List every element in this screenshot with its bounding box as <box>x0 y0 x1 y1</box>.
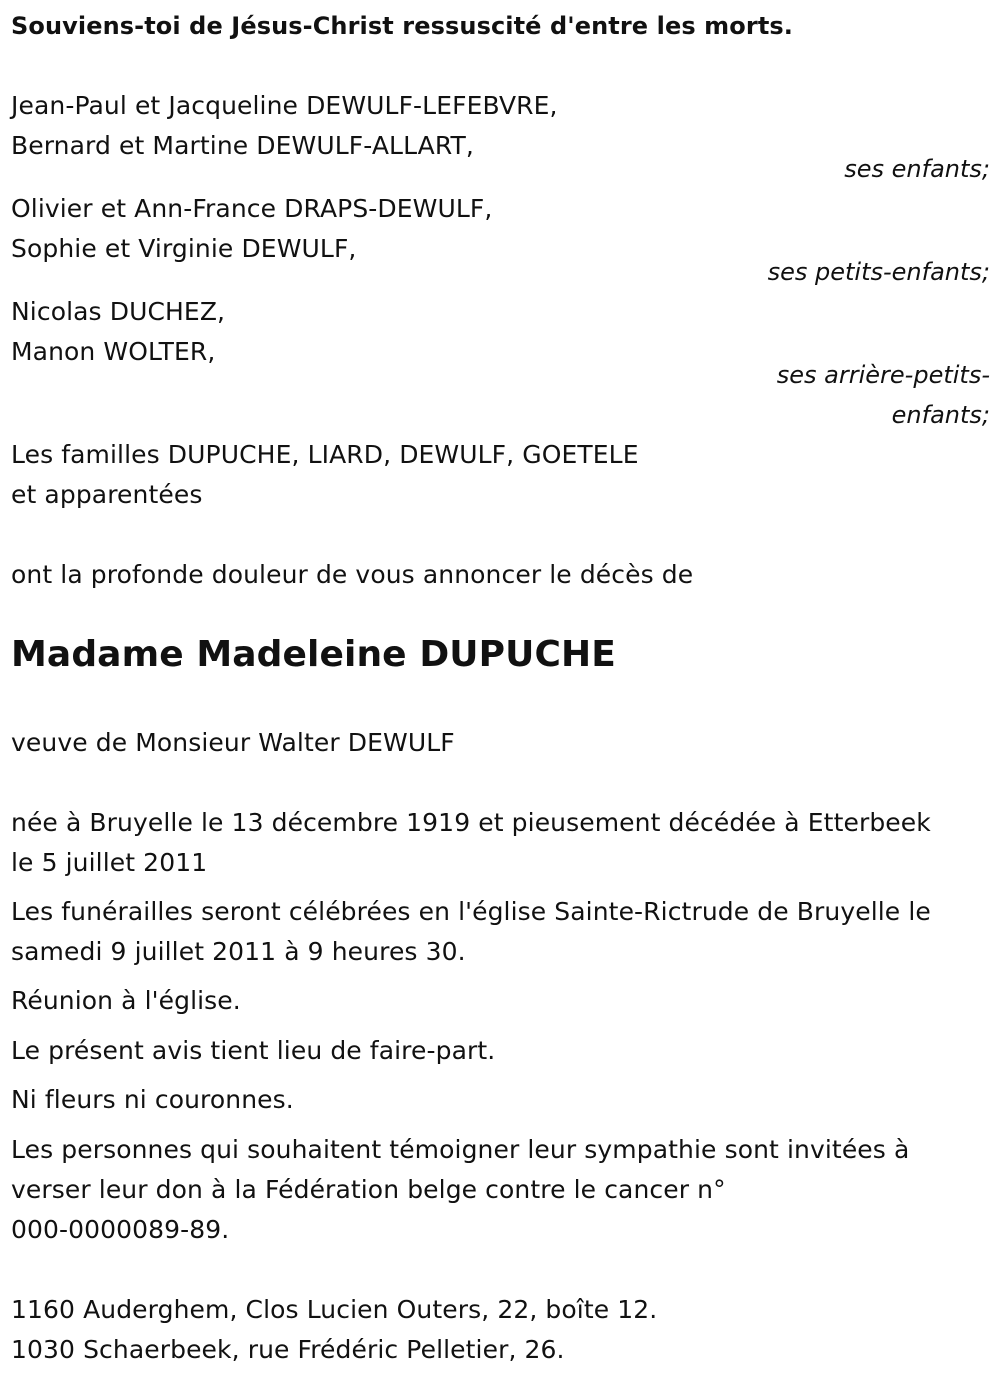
widow-of: veuve de Monsieur Walter DEWULF <box>11 728 455 757</box>
funeral-line-2: samedi 9 juillet 2011 à 9 heures 30. <box>11 937 466 966</box>
flowers: Ni fleurs ni couronnes. <box>11 1085 294 1114</box>
great-grandchildren-role-line-1: ses arrière-petits- <box>776 361 990 389</box>
deceased-name: Madame Madeleine DUPUCHE <box>11 634 616 675</box>
families-line-1: Les familles DUPUCHE, LIARD, DEWULF, GOETELE <box>11 440 639 469</box>
grandchildren-role: ses petits-enfants; <box>767 258 990 286</box>
great-grandchildren-line-1: Nicolas DUCHEZ, <box>11 297 226 326</box>
grandchildren-line-2: Sophie et Virginie DEWULF, <box>11 234 357 263</box>
grandchildren-line-1: Olivier et Ann-France DRAPS-DEWULF, <box>11 194 493 223</box>
meeting: Réunion à l'église. <box>11 986 241 1015</box>
donation-line-1: Les personnes qui souhaitent témoigner leur sympathie sont invitées à <box>11 1135 910 1164</box>
great-grandchildren-role-line-2: enfants; <box>891 401 990 429</box>
birth-death-line-2: le 5 juillet 2011 <box>11 848 208 877</box>
address-2: 1030 Schaerbeek, rue Frédéric Pelletier, 26. <box>11 1335 565 1364</box>
address-1: 1160 Auderghem, Clos Lucien Outers, 22, boîte 12. <box>11 1295 658 1324</box>
funeral-line-1: Les funérailles seront célébrées en l'église Sainte-Rictrude de Bruyelle le <box>11 897 931 926</box>
donation-line-3: 000-0000089-89. <box>11 1215 230 1244</box>
bible-verse: Souviens-toi de Jésus-Christ ressuscité d'entre les morts. <box>11 12 793 40</box>
children-line-1: Jean-Paul et Jacqueline DEWULF-LEFEBVRE, <box>11 91 558 120</box>
children-line-2: Bernard et Martine DEWULF-ALLART, <box>11 131 474 160</box>
notice: Le présent avis tient lieu de faire-part. <box>11 1036 496 1065</box>
announcement: ont la profonde douleur de vous annoncer le décès de <box>11 560 694 589</box>
children-role: ses enfants; <box>844 155 990 183</box>
families-line-2: et apparentées <box>11 480 203 509</box>
donation-line-2: verser leur don à la Fédération belge contre le cancer n° <box>11 1175 726 1204</box>
great-grandchildren-line-2: Manon WOLTER, <box>11 337 216 366</box>
birth-death-line-1: née à Bruyelle le 13 décembre 1919 et pieusement décédée à Etterbeek <box>11 808 931 837</box>
